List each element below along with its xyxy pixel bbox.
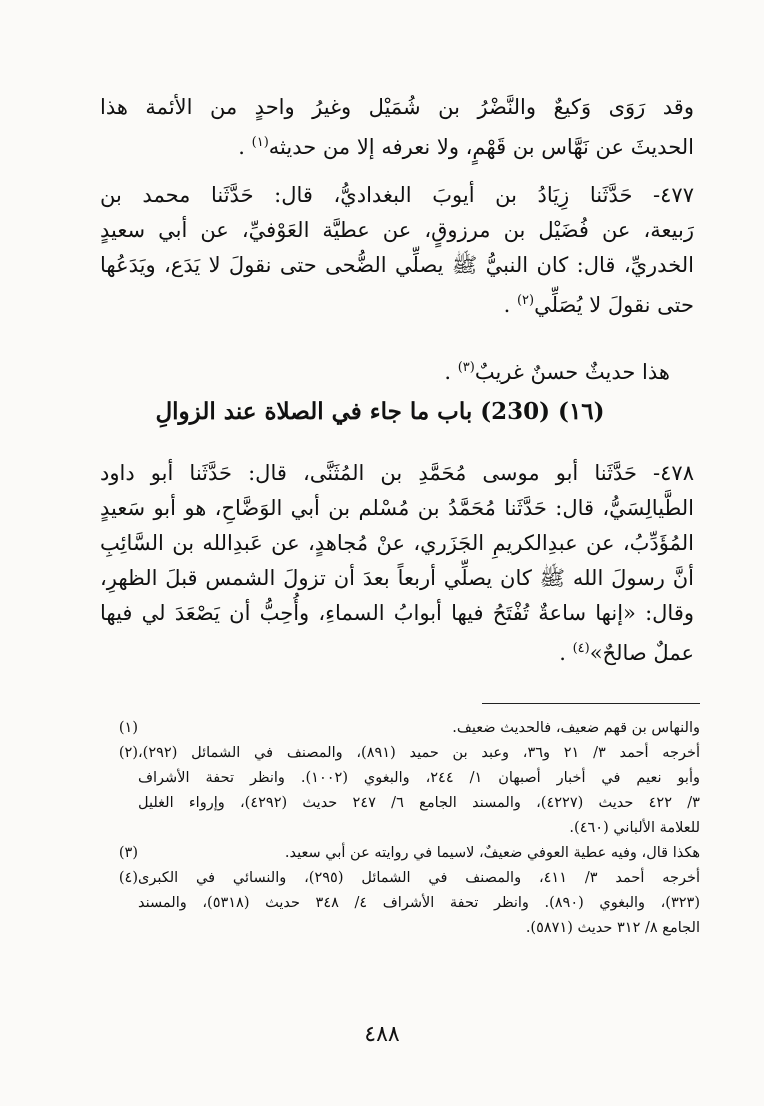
text-line: رَبيعة، عن فُضَيْل بن مرزوقٍ، عن عطيَّة العَوْفيِّ، عن أبي سعيدٍ [100, 218, 694, 242]
footnote-text [138, 716, 700, 741]
footnote-4 [100, 866, 700, 941]
footnote-ref: (٤) [572, 641, 590, 656]
hadith-477 [100, 178, 694, 323]
footnote-number: (٣) [118, 845, 138, 861]
text-line: ٤٧٨- حَدَّثَنا أبو موسى مُحَمَّدِ بن المُثَنَّى، قال: حَدَّثَنا أبو داود [100, 461, 694, 485]
text-span: . [444, 360, 458, 384]
footnote-text [138, 866, 700, 941]
text-span: عملٌ صالحٌ» [589, 641, 694, 665]
footnote-number: (٤) [118, 870, 138, 886]
footnote-number: (٢) [118, 745, 138, 761]
text-span: الحديثَ عن نَهَّاس بن قَهْمٍ، ولا نعرفه إلا من حديثه [268, 135, 694, 159]
footnote-line: أخرجه أحمد ٣/ ٤١١، والمصنف في الشمائل (٢٩٥)، والنسائي في الكبرى [138, 870, 701, 886]
text-span: . [238, 135, 252, 159]
footnote-line: هكذا قال، وفيه عطية العوفي ضعيفٌ، لاسيما في روايته عن أبي سعيد. [284, 845, 700, 861]
text-line: أنَّ رسولَ الله ﷺ كان يصلِّي أربعاً بعدَ أن تزولَ الشمس قبلَ الظهرِ، [100, 566, 694, 590]
page-number: ٤٨٨ [364, 1022, 400, 1047]
text-line: وقال: «إنها ساعةٌ تُفْتَحُ فيها أبوابُ السماءِ، وأُحِبُّ أن يَصْعَدَ لي فيها [100, 601, 694, 625]
footnote-line: للعلامة الألباني (٤٦٠). [569, 820, 700, 836]
footnote-1 [100, 716, 700, 741]
text-line: المُؤَدِّبُ، عن عبدِالكريمِ الجَزَري، عنْ مُجاهدٍ، عن عَبدِالله بن السَّائِبِ [100, 531, 694, 555]
text-span: . [559, 641, 573, 665]
text-line [100, 350, 670, 390]
text-line [100, 125, 694, 165]
footnote-number: (١) [118, 720, 138, 736]
footnote-line: ٣/ ٤٢٢ حديث (٤٢٢٧)، والمسند الجامع ٦/ ٢٤٧ حديث (٤٢٩٢)، وإرواء الغليل [138, 795, 700, 811]
footnote-text [138, 741, 700, 841]
footnote-ref: (٣) [457, 360, 475, 375]
text-line: الطَّيالِسَيُّ، قال: حَدَّثَنا مُحَمَّدُ بن مُسْلم بن أبي الوَضَّاحِ، هو أبو سَعيدٍ [100, 496, 694, 520]
footnotes [100, 716, 700, 941]
footnote-line: أخرجه أحمد ٣/ ٢١ و٣٦، وعبد بن حميد (٨٩١)، والمصنف في الشمائل (٢٩٢)، [138, 745, 700, 761]
footnote-2 [100, 741, 700, 841]
hadith-478 [100, 456, 694, 671]
text-span: هذا حديثٌ حسنٌ غريبٌ [474, 360, 670, 384]
footnote-line: الجامع ٨/ ٣١٢ حديث (٥٨٧١). [525, 920, 700, 936]
chapter-heading: (١٦) (230) باب ما جاء في الصلاة عند الزوالِ [155, 398, 605, 425]
footnote-text [138, 841, 700, 866]
footnote-line: والنهاس بن قهم ضعيف، فالحديث ضعيف. [452, 720, 700, 736]
footnote-line: وأبو نعيم في أخبار أصبهان ١/ ٢٤٤، والبغوي (١٠٠٢). وانظر تحفة الأشراف [138, 770, 701, 786]
footnote-ref: (٢) [516, 293, 535, 308]
text-span: . [503, 293, 517, 317]
footnote-line: (٣٢٣)، والبغوي (٨٩٠). وانظر تحفة الأشراف ٤/ ٣٤٨ حديث (٥٣١٨)، والمسند [138, 895, 701, 911]
text-line: الخدريِّ، قال: كان النبيُّ ﷺ يصلِّي الضُّحى حتى نقولَ لا يَدَع، ويَدَعُها [100, 253, 694, 277]
paragraph-commentary [100, 90, 694, 165]
text-span: حتى نقولَ لا يُصَلِّي [534, 293, 694, 317]
footnote-separator [482, 703, 700, 704]
text-line: ٤٧٧- حَدَّثَنا زِيَادُ بن أيوبَ البغداديُّ، قال: حَدَّثَنا محمد بن [100, 183, 694, 207]
footnote-ref: (١) [251, 135, 269, 150]
text-line: وقد رَوَى وَكيعٌ والنَّضْرُ بن شُمَيْل وغيرُ واحدٍ من الأئمة هذا [100, 95, 694, 119]
hadith-grading [100, 350, 694, 390]
footnote-3 [100, 841, 700, 866]
text-line [100, 283, 694, 323]
text-line [100, 631, 694, 671]
